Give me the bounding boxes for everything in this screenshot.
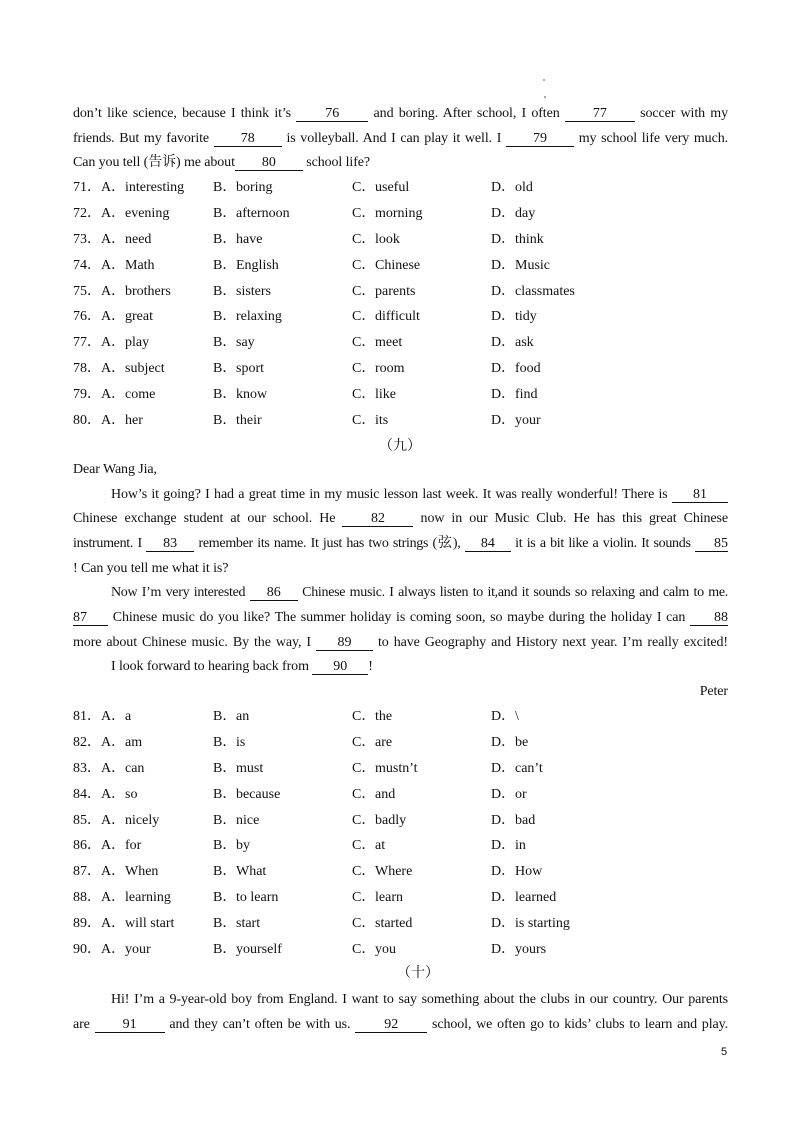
question-row bbox=[73, 201, 728, 227]
passage-line bbox=[73, 557, 728, 582]
answer-blank-87: 87 bbox=[73, 610, 108, 626]
option-c-text: Chinese bbox=[375, 257, 421, 273]
text-segment: instrument. I bbox=[73, 536, 147, 552]
text-segment: it is a bit like a violin. It sounds bbox=[510, 536, 695, 552]
text-segment: ! bbox=[368, 659, 373, 675]
letter-signature bbox=[73, 680, 728, 705]
question-row bbox=[73, 859, 728, 885]
option-b-text: because bbox=[236, 786, 281, 802]
text-segment: Dear Wang Jia, bbox=[73, 462, 157, 477]
passage-line bbox=[73, 507, 728, 532]
option-letter: A． bbox=[101, 413, 126, 429]
option-d-text: your bbox=[515, 413, 541, 429]
option-d-text: old bbox=[515, 180, 533, 195]
option-letter: C． bbox=[352, 838, 376, 854]
option-letter: B． bbox=[213, 812, 237, 828]
option-letter: B． bbox=[213, 709, 237, 724]
option-letter: B． bbox=[213, 387, 237, 403]
question-number: 79． bbox=[73, 387, 101, 403]
option-a-text: brothers bbox=[125, 283, 171, 299]
page-number: 5 bbox=[720, 1046, 728, 1058]
option-c-text: started bbox=[375, 916, 413, 932]
option-d-text: or bbox=[515, 786, 527, 802]
option-a-text: a bbox=[125, 709, 132, 724]
option-letter: B． bbox=[213, 231, 237, 247]
option-a-text: interesting bbox=[125, 180, 185, 195]
passage-line bbox=[73, 1012, 728, 1037]
question-row bbox=[73, 227, 728, 253]
option-letter: A． bbox=[101, 387, 126, 403]
text-segment: I look forward to hearing back from bbox=[111, 659, 313, 675]
text-segment: are bbox=[73, 1017, 95, 1032]
option-b-text: sport bbox=[236, 361, 264, 377]
option-letter: A． bbox=[101, 916, 126, 932]
option-letter: B． bbox=[213, 180, 237, 195]
option-b-text: must bbox=[236, 760, 264, 776]
option-letter: D． bbox=[491, 812, 516, 828]
section-heading-10: （十） bbox=[397, 966, 439, 981]
text-segment: Chinese music do you like? The summer holiday is coming soon, so maybe during the holiday I can bbox=[108, 610, 690, 626]
option-letter: B． bbox=[213, 335, 237, 351]
answer-blank-82: 82 bbox=[342, 511, 413, 527]
option-b-text: yourself bbox=[236, 942, 282, 958]
question-number: 71． bbox=[73, 180, 101, 195]
option-letter: D． bbox=[491, 335, 516, 351]
option-letter: C． bbox=[352, 709, 376, 724]
option-letter: A． bbox=[101, 361, 126, 377]
option-letter: C． bbox=[352, 335, 376, 351]
question-row bbox=[73, 937, 728, 963]
option-letter: D． bbox=[491, 180, 516, 195]
option-letter: D． bbox=[491, 413, 516, 429]
answer-blank-92: 92 bbox=[355, 1017, 427, 1033]
text-segment: more about Chinese music. By the way, I bbox=[73, 634, 316, 650]
option-a-text: When bbox=[125, 864, 159, 880]
option-b-text: say bbox=[236, 335, 255, 351]
option-d-text: \ bbox=[515, 709, 519, 724]
text-segment: Can you tell (告诉) me about bbox=[73, 155, 235, 170]
option-d-text: yours bbox=[515, 942, 547, 958]
text-segment: How’s it going? I had a great time in my music lesson last week. It was really wonderful! There is bbox=[111, 486, 672, 502]
option-letter: A． bbox=[101, 812, 126, 828]
passage-line bbox=[73, 127, 728, 152]
option-c-text: look bbox=[375, 231, 400, 247]
question-row bbox=[73, 782, 728, 808]
text-segment: my school life very much. bbox=[574, 130, 728, 146]
option-c-text: parents bbox=[375, 283, 416, 299]
option-a-text: great bbox=[125, 309, 153, 325]
text-segment: ! Can you tell me what it is? bbox=[73, 560, 229, 576]
option-a-text: learning bbox=[125, 890, 171, 906]
option-c-text: useful bbox=[375, 180, 410, 195]
text-segment: soccer with my bbox=[634, 106, 728, 121]
option-c-text: the bbox=[375, 709, 393, 724]
option-b-text: have bbox=[236, 231, 263, 247]
option-letter: B． bbox=[213, 361, 237, 377]
option-letter: A． bbox=[101, 838, 126, 854]
option-letter: A． bbox=[101, 231, 126, 247]
option-letter: B． bbox=[213, 760, 237, 776]
option-letter: D． bbox=[491, 231, 516, 247]
question-row bbox=[73, 408, 728, 434]
option-a-text: come bbox=[125, 387, 156, 403]
option-c-text: meet bbox=[375, 335, 403, 351]
option-letter: D． bbox=[491, 942, 516, 958]
passage-top bbox=[73, 102, 728, 176]
option-a-text: can bbox=[125, 760, 145, 776]
option-a-text: am bbox=[125, 734, 143, 750]
option-d-text: in bbox=[515, 838, 526, 854]
option-letter: C． bbox=[352, 387, 376, 403]
option-a-text: need bbox=[125, 231, 152, 247]
text-segment: Chinese music. I always listen to it,and it sounds so relaxing and calm to me. bbox=[297, 585, 728, 601]
option-letter: D． bbox=[491, 786, 516, 802]
option-letter: B． bbox=[213, 413, 237, 429]
option-c-text: morning bbox=[375, 205, 423, 221]
option-b-text: English bbox=[236, 257, 279, 273]
option-letter: B． bbox=[213, 838, 237, 854]
option-d-text: think bbox=[515, 231, 544, 247]
text-segment: school, we often go to kids’ clubs to learn and play. bbox=[427, 1017, 728, 1032]
option-a-text: play bbox=[125, 335, 150, 351]
passage-line bbox=[73, 987, 728, 1012]
question-row bbox=[73, 279, 728, 305]
option-letter: C． bbox=[352, 180, 376, 195]
answer-blank-89: 89 bbox=[316, 635, 373, 651]
option-letter: B． bbox=[213, 283, 237, 299]
option-a-text: evening bbox=[125, 205, 170, 221]
question-number: 72． bbox=[73, 205, 101, 221]
option-c-text: room bbox=[375, 361, 405, 377]
option-letter: A． bbox=[101, 786, 126, 802]
option-a-text: for bbox=[125, 838, 142, 854]
option-letter: A． bbox=[101, 734, 126, 750]
passage-section-9 bbox=[73, 458, 728, 705]
option-d-text: food bbox=[515, 361, 541, 377]
passage-line bbox=[73, 102, 728, 127]
option-b-text: is bbox=[236, 734, 246, 750]
answer-blank-80: 80 bbox=[235, 155, 303, 171]
question-number: 77． bbox=[73, 335, 101, 351]
option-letter: D． bbox=[491, 864, 516, 880]
text-segment: Chinese exchange student at our school. He bbox=[73, 511, 343, 527]
option-b-text: afternoon bbox=[236, 205, 290, 221]
option-d-text: How bbox=[515, 864, 543, 880]
option-a-text: nicely bbox=[125, 812, 160, 828]
question-number: 82． bbox=[73, 734, 101, 750]
question-number: 74． bbox=[73, 257, 101, 273]
option-a-text: your bbox=[125, 942, 151, 958]
answer-blank-77: 77 bbox=[565, 106, 635, 122]
option-letter: C． bbox=[352, 916, 376, 932]
text-segment: to have Geography and History next year. I’m really excited! bbox=[372, 634, 728, 650]
option-letter: D． bbox=[491, 709, 516, 724]
option-c-text: difficult bbox=[375, 309, 420, 325]
question-row bbox=[73, 253, 728, 279]
option-d-text: is starting bbox=[515, 916, 570, 932]
option-letter: D． bbox=[491, 387, 516, 403]
option-letter: A． bbox=[101, 890, 126, 906]
text-segment: remember its name. It just has two strings (弦), bbox=[194, 536, 465, 552]
text-segment: school life? bbox=[302, 155, 370, 170]
passage-line bbox=[73, 483, 728, 508]
option-a-text: subject bbox=[125, 361, 165, 377]
option-letter: B． bbox=[213, 786, 237, 802]
option-letter: C． bbox=[352, 283, 376, 299]
scan-mark bbox=[544, 96, 546, 98]
option-a-text: so bbox=[125, 786, 138, 802]
text-segment: and they can’t often be with us. bbox=[164, 1017, 356, 1032]
option-letter: C． bbox=[352, 812, 376, 828]
option-letter: D． bbox=[491, 205, 516, 221]
text-segment: and boring. After school, I often bbox=[368, 106, 565, 121]
option-letter: D． bbox=[491, 890, 516, 906]
question-number: 84． bbox=[73, 786, 101, 802]
question-number: 88． bbox=[73, 890, 101, 906]
option-c-text: Where bbox=[375, 864, 413, 880]
answer-blank-84: 84 bbox=[465, 536, 511, 552]
option-letter: C． bbox=[352, 205, 376, 221]
question-number: 87． bbox=[73, 864, 101, 880]
option-b-text: boring bbox=[236, 180, 273, 195]
passage-section-10 bbox=[73, 987, 728, 1037]
option-a-text: will start bbox=[125, 916, 175, 932]
option-c-text: are bbox=[375, 734, 393, 750]
option-d-text: ask bbox=[515, 335, 534, 351]
answer-blank-88: 88 bbox=[690, 610, 728, 626]
question-number: 73． bbox=[73, 231, 101, 247]
option-letter: A． bbox=[101, 283, 126, 299]
option-letter: D． bbox=[491, 283, 516, 299]
question-number: 89． bbox=[73, 916, 101, 932]
option-letter: A． bbox=[101, 257, 126, 273]
option-letter: A． bbox=[101, 205, 126, 221]
option-letter: B． bbox=[213, 864, 237, 880]
option-letter: C． bbox=[352, 257, 376, 273]
option-d-text: Music bbox=[515, 257, 550, 273]
option-letter: D． bbox=[491, 916, 516, 932]
answer-blank-79: 79 bbox=[506, 131, 574, 147]
option-b-text: to learn bbox=[236, 890, 279, 906]
option-c-text: at bbox=[375, 838, 386, 854]
option-letter: C． bbox=[352, 231, 376, 247]
option-letter: D． bbox=[491, 257, 516, 273]
option-c-text: badly bbox=[375, 812, 407, 828]
question-row bbox=[73, 304, 728, 330]
question-list-81-90 bbox=[73, 704, 728, 963]
option-d-text: find bbox=[515, 387, 538, 403]
option-d-text: tidy bbox=[515, 309, 537, 325]
passage-line bbox=[73, 581, 728, 606]
option-letter: C． bbox=[352, 786, 376, 802]
option-a-text: Math bbox=[125, 257, 155, 273]
text-segment: Hi! I’m a 9-year-old boy from England. I want to say something about the clubs in our country. Our parents bbox=[111, 992, 728, 1007]
option-letter: D． bbox=[491, 760, 516, 776]
option-letter: C． bbox=[352, 890, 376, 906]
option-letter: D． bbox=[491, 309, 516, 325]
option-b-text: What bbox=[236, 864, 267, 880]
question-row bbox=[73, 756, 728, 782]
option-letter: B． bbox=[213, 916, 237, 932]
answer-blank-81: 81 bbox=[672, 487, 728, 503]
option-letter: B． bbox=[213, 734, 237, 750]
text-segment: now in our Music Club. He has this great Chinese bbox=[413, 511, 728, 527]
passage-line bbox=[73, 631, 728, 656]
option-letter: A． bbox=[101, 180, 126, 195]
option-letter: D． bbox=[491, 361, 516, 377]
option-d-text: be bbox=[515, 734, 529, 750]
option-c-text: like bbox=[375, 387, 396, 403]
question-number: 83． bbox=[73, 760, 101, 776]
option-letter: B． bbox=[213, 309, 237, 325]
option-d-text: bad bbox=[515, 812, 536, 828]
section-heading-9: （九） bbox=[379, 439, 421, 454]
answer-blank-83: 83 bbox=[146, 536, 194, 552]
option-c-text: its bbox=[375, 413, 389, 429]
text-segment: friends. But my favorite bbox=[73, 130, 214, 146]
answer-blank-85: 85 bbox=[695, 536, 728, 552]
passage-line bbox=[73, 151, 728, 176]
option-b-text: start bbox=[236, 916, 261, 932]
option-letter: C． bbox=[352, 734, 376, 750]
option-c-text: learn bbox=[375, 890, 403, 906]
option-letter: A． bbox=[101, 309, 126, 325]
question-number: 90． bbox=[73, 942, 101, 958]
option-letter: B． bbox=[213, 942, 237, 958]
question-row bbox=[73, 730, 728, 756]
option-d-text: learned bbox=[515, 890, 557, 906]
question-row bbox=[73, 704, 728, 730]
option-letter: B． bbox=[213, 890, 237, 906]
option-letter: A． bbox=[101, 709, 126, 724]
question-number: 86． bbox=[73, 838, 101, 854]
option-b-text: relaxing bbox=[236, 309, 282, 325]
passage-line bbox=[73, 532, 728, 557]
passage-line bbox=[73, 606, 728, 631]
option-letter: A． bbox=[101, 335, 126, 351]
scan-mark bbox=[543, 79, 545, 81]
option-letter: C． bbox=[352, 942, 376, 958]
option-c-text: mustn’t bbox=[375, 760, 418, 776]
question-row bbox=[73, 175, 728, 201]
option-a-text: her bbox=[125, 413, 143, 429]
option-letter: B． bbox=[213, 205, 237, 221]
question-row bbox=[73, 911, 728, 937]
option-letter: A． bbox=[101, 942, 126, 958]
option-b-text: their bbox=[236, 413, 262, 429]
text-segment: is volleyball. And I can play it well. I bbox=[281, 130, 506, 146]
option-letter: C． bbox=[352, 309, 376, 325]
passage-line bbox=[73, 655, 728, 680]
option-b-text: nice bbox=[236, 812, 260, 828]
option-letter: C． bbox=[352, 864, 376, 880]
answer-blank-90: 90 bbox=[312, 659, 368, 675]
question-row bbox=[73, 808, 728, 834]
question-number: 85． bbox=[73, 812, 101, 828]
option-b-text: sisters bbox=[236, 283, 271, 299]
option-d-text: can’t bbox=[515, 760, 543, 776]
letter-salutation bbox=[73, 458, 728, 483]
answer-blank-78: 78 bbox=[214, 131, 282, 147]
option-b-text: an bbox=[236, 709, 250, 724]
option-c-text: and bbox=[375, 786, 396, 802]
option-letter: D． bbox=[491, 838, 516, 854]
question-number: 75． bbox=[73, 283, 101, 299]
option-c-text: you bbox=[375, 942, 396, 958]
text-segment: Now I’m very interested bbox=[111, 585, 250, 601]
option-letter: D． bbox=[491, 734, 516, 750]
option-letter: C． bbox=[352, 413, 376, 429]
question-row bbox=[73, 356, 728, 382]
question-row bbox=[73, 330, 728, 356]
option-letter: A． bbox=[101, 864, 126, 880]
option-letter: C． bbox=[352, 361, 376, 377]
question-number: 81． bbox=[73, 709, 101, 724]
option-b-text: know bbox=[236, 387, 268, 403]
option-d-text: classmates bbox=[515, 283, 575, 299]
answer-blank-86: 86 bbox=[250, 585, 298, 601]
answer-blank-76: 76 bbox=[296, 106, 368, 122]
question-number: 76． bbox=[73, 309, 101, 325]
option-b-text: by bbox=[236, 838, 250, 854]
option-letter: B． bbox=[213, 257, 237, 273]
question-list-71-80 bbox=[73, 175, 728, 434]
question-number: 78． bbox=[73, 361, 101, 377]
question-row bbox=[73, 382, 728, 408]
option-letter: A． bbox=[101, 760, 126, 776]
text-segment: don’t like science, because I think it’s bbox=[73, 106, 297, 121]
option-letter: C． bbox=[352, 760, 376, 776]
answer-blank-91: 91 bbox=[95, 1017, 165, 1033]
text-segment: Peter bbox=[699, 684, 728, 700]
option-d-text: day bbox=[515, 205, 536, 221]
question-row bbox=[73, 885, 728, 911]
question-row bbox=[73, 833, 728, 859]
question-number: 80． bbox=[73, 413, 101, 429]
